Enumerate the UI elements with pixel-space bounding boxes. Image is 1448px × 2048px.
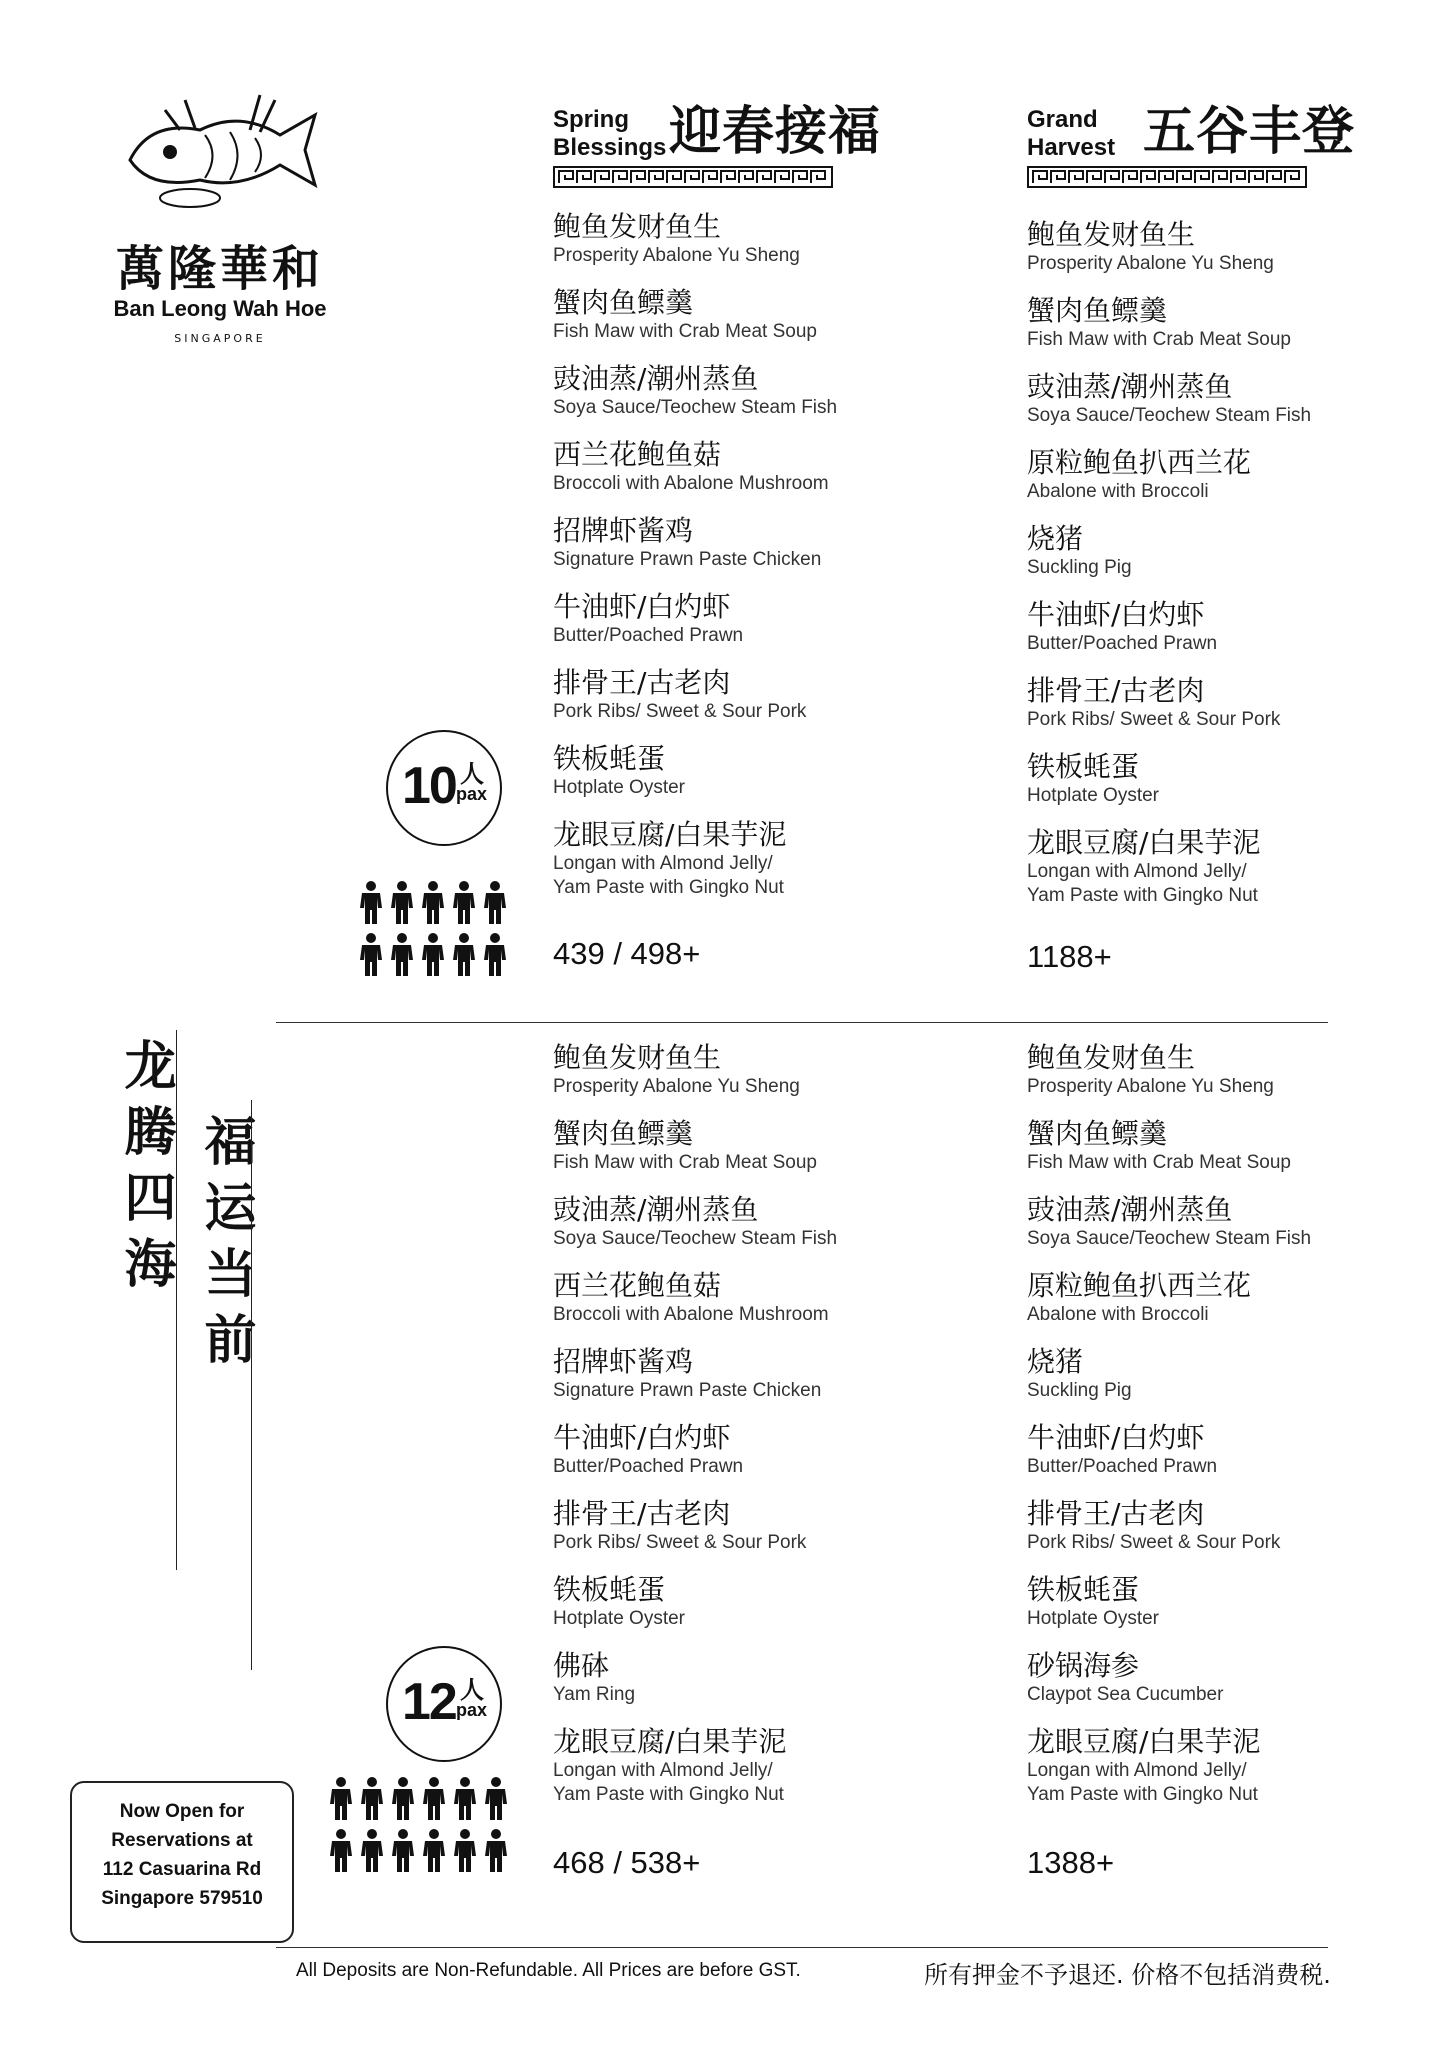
pax-label: pax — [456, 1700, 488, 1720]
dish-name-chinese: 龙眼豆腐/白果芋泥 — [1027, 826, 1261, 859]
dish-name-english: Signature Prawn Paste Chicken — [553, 549, 822, 570]
pax-badge-10 — [386, 730, 502, 846]
dish-name-chinese: 铁板蚝蛋 — [1027, 750, 1140, 783]
logo-fish-art-icon — [110, 90, 320, 220]
dish-name-english: Suckling Pig — [1027, 557, 1132, 578]
set-heading-grand-harvest — [1027, 100, 1356, 190]
person-icon — [482, 880, 508, 926]
dish-name-english: Yam Ring — [553, 1684, 636, 1705]
dish-name-english: Prosperity Abalone Yu Sheng — [1027, 1076, 1274, 1097]
dish-name-chinese: 牛油虾/白灼虾 — [553, 1421, 731, 1454]
menu-item — [553, 286, 817, 344]
dish-name-english: Broccoli with Abalone Mushroom — [553, 473, 829, 494]
dish-name-chinese: 蟹肉鱼鳔羹 — [1027, 1117, 1168, 1150]
dish-name-english: Hotplate Oyster — [1027, 785, 1159, 806]
dish-name-chinese: 原粒鲍鱼扒西兰花 — [1027, 446, 1252, 479]
dish-name-chinese: 龙眼豆腐/白果芋泥 — [1027, 1725, 1261, 1758]
menu-item — [1027, 1497, 1280, 1555]
dish-name-chinese: 蟹肉鱼鳔羹 — [1027, 294, 1168, 327]
dish-name-english: Prosperity Abalone Yu Sheng — [553, 245, 800, 266]
dish-name-english: Prosperity Abalone Yu Sheng — [553, 1076, 800, 1097]
person-icon — [390, 1828, 416, 1874]
menu-item — [553, 1725, 786, 1807]
dish-name-chinese: 砂锅海参 — [1027, 1649, 1140, 1682]
menu-item — [553, 362, 837, 420]
dish-name-chinese: 豉油蒸/潮州蒸鱼 — [553, 1193, 759, 1226]
dish-name-chinese: 招牌虾酱鸡 — [553, 514, 694, 547]
person-icon — [452, 1828, 478, 1874]
menu-item — [553, 742, 685, 800]
dish-name-chinese: 佛砵 — [553, 1649, 610, 1682]
brand-name-english: Ban Leong Wah Hoe — [113, 296, 327, 321]
menu-item — [553, 438, 829, 496]
dish-name-english: Fish Maw with Crab Meat Soup — [1027, 329, 1291, 350]
pax-badge-12 — [386, 1646, 502, 1762]
dish-name-english: Butter/Poached Prawn — [1027, 1456, 1218, 1477]
dish-name-english: Hotplate Oyster — [1027, 1608, 1159, 1629]
set-name-chinese: 迎春接福 — [669, 102, 882, 162]
menu-item — [1027, 1725, 1260, 1807]
calligraphy-divider — [251, 1100, 252, 1670]
dish-name-english: Butter/Poached Prawn — [1027, 633, 1218, 654]
dish-name-chinese: 鲍鱼发财鱼生 — [1027, 218, 1196, 251]
dish-name-chinese: 鲍鱼发财鱼生 — [1027, 1041, 1196, 1074]
person-icon — [482, 932, 508, 978]
menu-item — [1027, 598, 1217, 656]
menu-item — [1027, 1193, 1311, 1251]
person-icon — [389, 880, 415, 926]
reservation-city-postcode: Singapore 579510 — [101, 1888, 263, 1909]
set-name-chinese: 五谷丰登 — [1143, 102, 1356, 162]
reservation-line-1: Now Open for — [119, 1801, 245, 1822]
menu-item — [1027, 826, 1260, 908]
menu-item — [553, 1649, 635, 1707]
dish-name-english: Pork Ribs/ Sweet & Sour Pork — [553, 1532, 807, 1553]
price-12pax-spring-blessings: 468 / 538+ — [553, 1845, 701, 1880]
menu-item — [553, 818, 786, 900]
menu-item — [553, 1421, 743, 1479]
set-heading-spring-blessings — [553, 100, 882, 190]
menu-item — [1027, 1421, 1217, 1479]
dish-name-chinese: 排骨王/古老肉 — [553, 1497, 731, 1530]
pax-number: 12 — [402, 1673, 456, 1731]
dish-name-chinese: 西兰花鲍鱼菇 — [553, 1269, 722, 1302]
dish-name-chinese: 铁板蚝蛋 — [553, 742, 666, 775]
dish-name-english: Longan with Almond Jelly/ — [553, 853, 773, 874]
people-icons-10 — [358, 880, 510, 980]
person-icon — [390, 1776, 416, 1822]
menu-item — [1027, 1269, 1251, 1327]
dish-name-chinese: 鲍鱼发财鱼生 — [553, 210, 722, 243]
dish-name-english: Longan with Almond Jelly/ — [553, 1760, 773, 1781]
menu-item — [1027, 1573, 1159, 1631]
dish-name-chinese: 鲍鱼发财鱼生 — [553, 1041, 722, 1074]
dish-name-english: Fish Maw with Crab Meat Soup — [553, 1152, 817, 1173]
greek-key-pattern-icon — [1027, 166, 1307, 188]
dish-name-english: Fish Maw with Crab Meat Soup — [553, 321, 817, 342]
menu-item — [1027, 1649, 1223, 1707]
person-icon — [328, 1828, 354, 1874]
menu-item — [553, 514, 821, 572]
footer-disclaimer-english: All Deposits are Non-Refundable. All Prices are before GST. — [296, 1960, 801, 1981]
person-icon — [328, 1776, 354, 1822]
set-name-en-line1: Grand — [1027, 106, 1098, 133]
dish-name-english: Pork Ribs/ Sweet & Sour Pork — [553, 701, 807, 722]
dish-name-chinese: 烧猪 — [1027, 1345, 1084, 1378]
pax-ren-glyph: 人 — [460, 760, 484, 788]
menu-item — [553, 1193, 837, 1251]
dish-name-chinese: 西兰花鲍鱼菇 — [553, 438, 722, 471]
dish-name-chinese: 原粒鲍鱼扒西兰花 — [1027, 1269, 1252, 1302]
dish-name-english: Butter/Poached Prawn — [553, 625, 744, 646]
person-icon — [483, 1828, 509, 1874]
dish-name-chinese: 牛油虾/白灼虾 — [553, 590, 731, 623]
dish-name-chinese: 招牌虾酱鸡 — [553, 1345, 694, 1378]
dish-name-english: Yam Paste with Gingko Nut — [1027, 885, 1258, 906]
menu-item — [1027, 218, 1274, 276]
dish-name-chinese: 豉油蒸/潮州蒸鱼 — [553, 362, 759, 395]
calligraphy-long-teng-si-hai: 龙腾四海 — [115, 1038, 176, 1302]
person-icon — [451, 880, 477, 926]
dish-name-chinese: 豉油蒸/潮州蒸鱼 — [1027, 370, 1233, 403]
person-icon — [452, 1776, 478, 1822]
menu-item — [1027, 370, 1311, 428]
menu-item — [1027, 1041, 1274, 1099]
person-icon — [358, 880, 384, 926]
dish-name-english: Yam Paste with Gingko Nut — [553, 877, 784, 898]
reservation-notice — [70, 1781, 294, 1943]
menu-item — [553, 1573, 685, 1631]
pax-label: pax — [456, 784, 488, 804]
dish-name-chinese: 排骨王/古老肉 — [553, 666, 731, 699]
people-icons-12 — [328, 1776, 510, 1876]
menu-item — [1027, 1117, 1291, 1175]
menu-item — [1027, 446, 1251, 504]
dish-name-english: Claypot Sea Cucumber — [1027, 1684, 1224, 1705]
pax-ren-glyph: 人 — [460, 1676, 484, 1704]
brand-location: SINGAPORE — [174, 332, 266, 345]
dish-name-english: Pork Ribs/ Sweet & Sour Pork — [1027, 709, 1281, 730]
set-name-en-line2: Harvest — [1027, 134, 1116, 161]
person-icon — [420, 932, 446, 978]
menu-item — [553, 590, 743, 648]
person-icon — [421, 1828, 447, 1874]
dish-name-chinese: 龙眼豆腐/白果芋泥 — [553, 818, 787, 851]
dish-name-chinese: 排骨王/古老肉 — [1027, 1497, 1205, 1530]
dish-name-english: Broccoli with Abalone Mushroom — [553, 1304, 829, 1325]
dish-name-english: Yam Paste with Gingko Nut — [553, 1784, 784, 1805]
menu-item — [553, 210, 800, 268]
person-icon — [389, 932, 415, 978]
dish-name-english: Pork Ribs/ Sweet & Sour Pork — [1027, 1532, 1281, 1553]
dish-name-chinese: 蟹肉鱼鳔羹 — [553, 286, 694, 319]
dish-name-english: Longan with Almond Jelly/ — [1027, 1760, 1247, 1781]
section-divider — [276, 1022, 1328, 1023]
dish-name-english: Longan with Almond Jelly/ — [1027, 861, 1247, 882]
dish-name-english: Abalone with Broccoli — [1027, 1304, 1209, 1325]
person-icon — [421, 1776, 447, 1822]
dish-name-english: Soya Sauce/Teochew Steam Fish — [1027, 405, 1312, 426]
dish-name-english: Soya Sauce/Teochew Steam Fish — [1027, 1228, 1312, 1249]
menu-item — [553, 1117, 817, 1175]
menu-item — [553, 1041, 800, 1099]
dish-name-english: Yam Paste with Gingko Nut — [1027, 1784, 1258, 1805]
menu-item — [1027, 1345, 1132, 1403]
dish-name-english: Soya Sauce/Teochew Steam Fish — [553, 1228, 838, 1249]
person-icon — [451, 932, 477, 978]
dish-name-chinese: 牛油虾/白灼虾 — [1027, 598, 1205, 631]
set-name-en-line2: Blessings — [553, 134, 667, 161]
price-10pax-spring-blessings: 439 / 498+ — [553, 936, 701, 971]
menu-item — [553, 1345, 821, 1403]
greek-key-pattern-icon — [553, 166, 833, 188]
menu-item — [1027, 750, 1159, 808]
dish-name-english: Signature Prawn Paste Chicken — [553, 1380, 822, 1401]
dish-name-chinese: 铁板蚝蛋 — [553, 1573, 666, 1606]
dish-name-chinese: 排骨王/古老肉 — [1027, 674, 1205, 707]
calligraphy-divider — [176, 1030, 177, 1570]
person-icon — [358, 932, 384, 978]
person-icon — [420, 880, 446, 926]
dish-name-english: Prosperity Abalone Yu Sheng — [1027, 253, 1274, 274]
footer-divider — [276, 1947, 1328, 1948]
person-icon — [483, 1776, 509, 1822]
person-icon — [359, 1776, 385, 1822]
dish-name-chinese: 龙眼豆腐/白果芋泥 — [553, 1725, 787, 1758]
calligraphy-fu-yun-dang-qian: 福运当前 — [195, 1114, 256, 1378]
dish-name-chinese: 蟹肉鱼鳔羹 — [553, 1117, 694, 1150]
reservation-line-2: Reservations at — [111, 1830, 253, 1851]
price-10pax-grand-harvest: 1188+ — [1027, 939, 1112, 974]
menu-item — [1027, 522, 1132, 580]
dish-name-english: Suckling Pig — [1027, 1380, 1132, 1401]
person-icon — [359, 1828, 385, 1874]
dish-name-english: Butter/Poached Prawn — [553, 1456, 744, 1477]
menu-item — [553, 1497, 806, 1555]
reservation-address: 112 Casuarina Rd — [102, 1859, 262, 1880]
menu-item — [1027, 674, 1280, 732]
menu-item — [553, 666, 806, 724]
dish-name-english: Fish Maw with Crab Meat Soup — [1027, 1152, 1291, 1173]
price-12pax-grand-harvest: 1388+ — [1027, 1845, 1115, 1880]
dish-name-chinese: 铁板蚝蛋 — [1027, 1573, 1140, 1606]
footer-disclaimer-chinese: 所有押金不予退还. 价格不包括消费税. — [924, 1961, 1331, 1989]
dish-name-english: Hotplate Oyster — [553, 777, 685, 798]
menu-item — [1027, 294, 1291, 352]
menu-item — [553, 1269, 829, 1327]
dish-name-english: Abalone with Broccoli — [1027, 481, 1209, 502]
dish-name-chinese: 烧猪 — [1027, 522, 1084, 555]
set-name-en-line1: Spring — [553, 106, 629, 133]
dish-name-english: Hotplate Oyster — [553, 1608, 685, 1629]
dish-name-english: Soya Sauce/Teochew Steam Fish — [553, 397, 838, 418]
dish-name-chinese: 豉油蒸/潮州蒸鱼 — [1027, 1193, 1233, 1226]
pax-number: 10 — [402, 757, 456, 815]
dish-name-chinese: 牛油虾/白灼虾 — [1027, 1421, 1205, 1454]
brand-name-chinese: 萬隆華和 — [115, 241, 324, 297]
